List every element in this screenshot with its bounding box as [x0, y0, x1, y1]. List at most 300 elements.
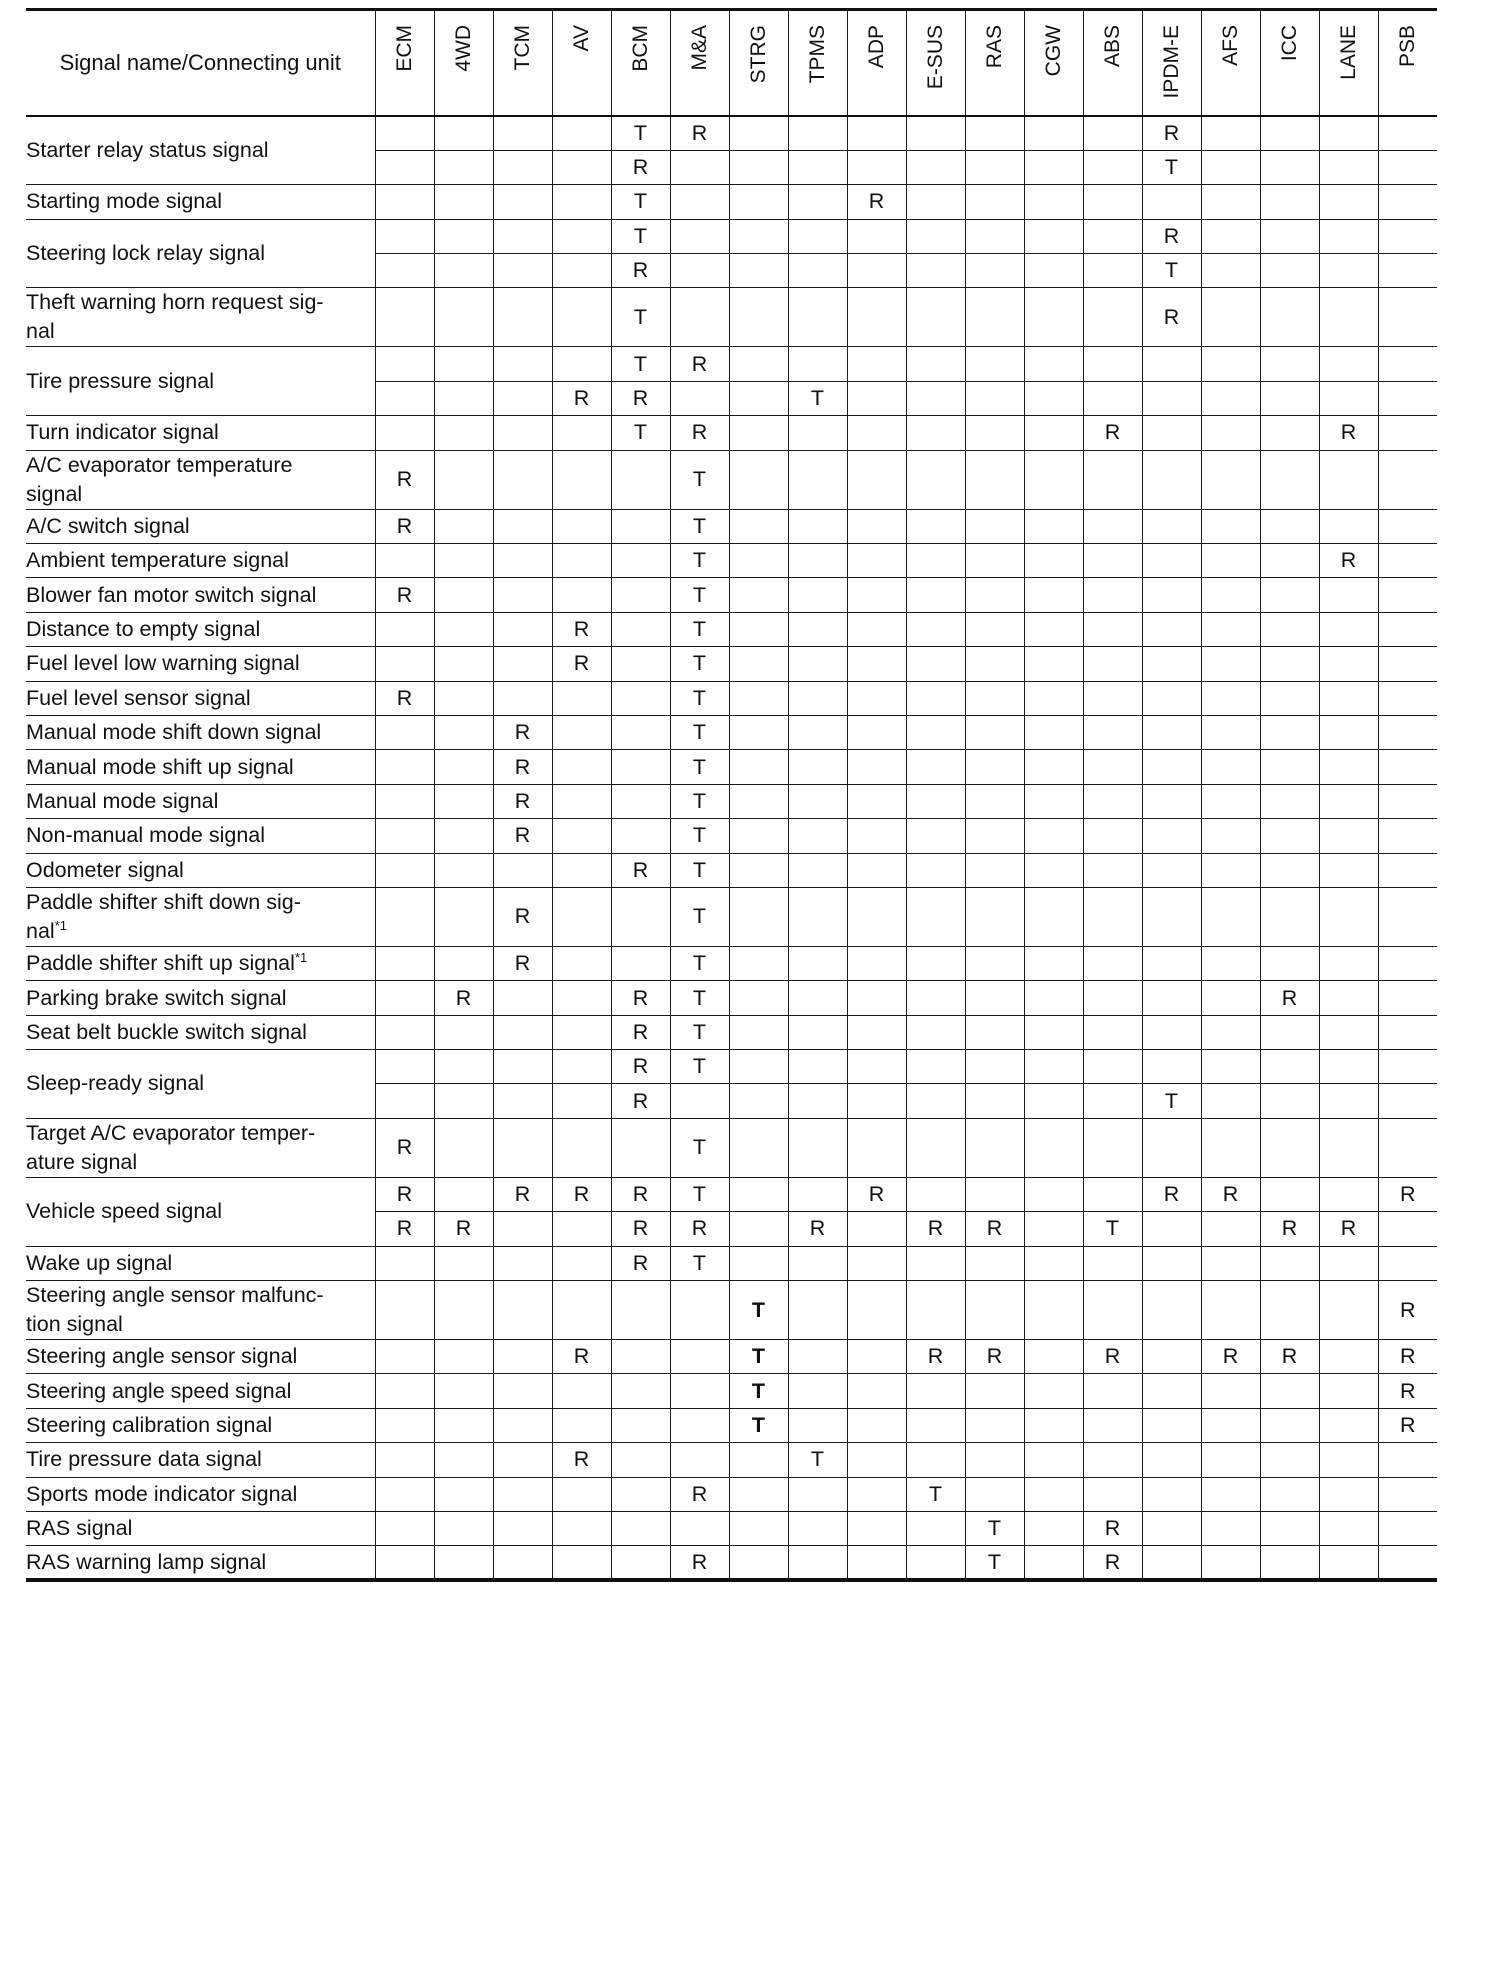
- cell-abs: [1083, 981, 1142, 1015]
- table-row: [26, 612, 1437, 646]
- cell-lane: [1319, 254, 1378, 288]
- header-unit-ecm: [375, 10, 434, 117]
- cell-adp: [847, 1546, 906, 1580]
- cell-m-a: T: [670, 1177, 729, 1211]
- cell-4wd: [434, 347, 493, 381]
- cell-4wd: [434, 853, 493, 887]
- cell-ecm: [375, 887, 434, 946]
- cell-bcm: [611, 1281, 670, 1340]
- cell-icc: [1260, 750, 1319, 784]
- cell-cgw: [1024, 185, 1083, 219]
- cell-e-sus: [906, 578, 965, 612]
- cell-ras: [965, 1281, 1024, 1340]
- cell-av: R: [552, 381, 611, 415]
- cell-afs: [1201, 612, 1260, 646]
- table-row: [26, 347, 1437, 381]
- cell-cgw: [1024, 946, 1083, 980]
- cell-abs: [1083, 1281, 1142, 1340]
- cell-tcm: [493, 681, 552, 715]
- cell-strg: [729, 1212, 788, 1246]
- cell-cgw: [1024, 1546, 1083, 1580]
- cell-strg: [729, 946, 788, 980]
- cell-tpms: [788, 715, 847, 749]
- cell-icc: [1260, 254, 1319, 288]
- cell-cgw: [1024, 254, 1083, 288]
- signal-name: RAS warning lamp signal: [26, 1546, 375, 1580]
- cell-ipdm-e: [1142, 750, 1201, 784]
- table-row: [26, 647, 1437, 681]
- cell-e-sus: [906, 1443, 965, 1477]
- cell-adp: [847, 612, 906, 646]
- cell-icc: [1260, 288, 1319, 347]
- cell-tcm: [493, 1512, 552, 1546]
- cell-ipdm-e: [1142, 1050, 1201, 1084]
- cell-bcm: [611, 450, 670, 509]
- cell-tcm: [493, 612, 552, 646]
- cell-adp: [847, 509, 906, 543]
- table-row: [26, 1118, 1437, 1177]
- cell-lane: [1319, 819, 1378, 853]
- cell-abs: [1083, 254, 1142, 288]
- cell-afs: [1201, 1118, 1260, 1177]
- cell-ipdm-e: [1142, 1015, 1201, 1049]
- cell-4wd: [434, 1512, 493, 1546]
- cell-ras: [965, 1246, 1024, 1280]
- cell-afs: [1201, 1443, 1260, 1477]
- cell-4wd: [434, 578, 493, 612]
- cell-strg: [729, 1015, 788, 1049]
- cell-m-a: [670, 1512, 729, 1546]
- cell-afs: [1201, 853, 1260, 887]
- cell-tcm: [493, 185, 552, 219]
- header-unit-afs: [1201, 10, 1260, 117]
- cell-cgw: [1024, 1408, 1083, 1442]
- cell-4wd: [434, 544, 493, 578]
- cell-m-a: T: [670, 1050, 729, 1084]
- cell-abs: [1083, 1177, 1142, 1211]
- cell-psb: [1378, 1443, 1437, 1477]
- cell-abs: R: [1083, 1340, 1142, 1374]
- cell-adp: [847, 544, 906, 578]
- cell-ras: [965, 784, 1024, 818]
- cell-tpms: [788, 1546, 847, 1580]
- cell-icc: [1260, 116, 1319, 150]
- cell-adp: [847, 381, 906, 415]
- cell-ras: [965, 219, 1024, 253]
- cell-icc: [1260, 681, 1319, 715]
- signal-name: Tire pressure signal: [26, 347, 375, 416]
- cell-cgw: [1024, 1084, 1083, 1118]
- cell-m-a: T: [670, 612, 729, 646]
- cell-strg: [729, 819, 788, 853]
- table-row: [26, 981, 1437, 1015]
- cell-lane: [1319, 1050, 1378, 1084]
- cell-afs: [1201, 1281, 1260, 1340]
- cell-afs: [1201, 509, 1260, 543]
- cell-ecm: [375, 946, 434, 980]
- cell-ras: [965, 1408, 1024, 1442]
- table-row: [26, 1340, 1437, 1374]
- cell-strg: [729, 544, 788, 578]
- cell-icc: [1260, 1015, 1319, 1049]
- cell-av: [552, 1374, 611, 1408]
- cell-bcm: [611, 1118, 670, 1177]
- cell-e-sus: [906, 1118, 965, 1177]
- cell-m-a: T: [670, 819, 729, 853]
- cell-tpms: [788, 647, 847, 681]
- cell-strg: [729, 1084, 788, 1118]
- unit-label: BCM: [628, 25, 652, 72]
- cell-adp: [847, 853, 906, 887]
- cell-afs: [1201, 544, 1260, 578]
- cell-ras: [965, 1084, 1024, 1118]
- cell-av: [552, 1281, 611, 1340]
- cell-ras: [965, 1118, 1024, 1177]
- cell-av: R: [552, 1177, 611, 1211]
- cell-cgw: [1024, 1212, 1083, 1246]
- cell-cgw: [1024, 1477, 1083, 1511]
- signal-name: Steering angle speed signal: [26, 1374, 375, 1408]
- cell-ras: T: [965, 1546, 1024, 1580]
- cell-bcm: T: [611, 347, 670, 381]
- cell-afs: [1201, 784, 1260, 818]
- cell-m-a: R: [670, 1477, 729, 1511]
- signal-name: Paddle shifter shift down sig- nal$^{*1}$: [26, 887, 375, 946]
- cell-psb: [1378, 853, 1437, 887]
- cell-tcm: [493, 1050, 552, 1084]
- cell-ipdm-e: [1142, 450, 1201, 509]
- cell-strg: [729, 1443, 788, 1477]
- cell-tpms: [788, 681, 847, 715]
- table-row: [26, 887, 1437, 946]
- cell-abs: [1083, 853, 1142, 887]
- cell-cgw: [1024, 450, 1083, 509]
- cell-cgw: [1024, 1374, 1083, 1408]
- cell-ecm: [375, 1408, 434, 1442]
- cell-afs: [1201, 1408, 1260, 1442]
- cell-av: [552, 750, 611, 784]
- cell-abs: [1083, 715, 1142, 749]
- cell-ecm: [375, 288, 434, 347]
- cell-e-sus: [906, 509, 965, 543]
- cell-abs: [1083, 887, 1142, 946]
- cell-av: [552, 1084, 611, 1118]
- cell-strg: [729, 853, 788, 887]
- cell-icc: [1260, 853, 1319, 887]
- cell-cgw: [1024, 1050, 1083, 1084]
- cell-icc: [1260, 1177, 1319, 1211]
- cell-bcm: T: [611, 185, 670, 219]
- cell-afs: [1201, 1374, 1260, 1408]
- table-row: [26, 544, 1437, 578]
- cell-strg: T: [729, 1340, 788, 1374]
- cell-psb: [1378, 887, 1437, 946]
- cell-e-sus: [906, 1050, 965, 1084]
- header-unit-icc: [1260, 10, 1319, 117]
- cell-tpms: [788, 750, 847, 784]
- cell-ipdm-e: R: [1142, 1177, 1201, 1211]
- signal-table-sheet: [26, 8, 1437, 1582]
- cell-ecm: R: [375, 578, 434, 612]
- cell-adp: [847, 254, 906, 288]
- cell-av: R: [552, 612, 611, 646]
- cell-lane: [1319, 347, 1378, 381]
- cell-tpms: [788, 150, 847, 184]
- cell-afs: [1201, 116, 1260, 150]
- cell-ipdm-e: [1142, 612, 1201, 646]
- unit-label: E-SUS: [923, 25, 947, 90]
- cell-psb: [1378, 819, 1437, 853]
- table-row: [26, 946, 1437, 980]
- cell-m-a: T: [670, 784, 729, 818]
- table-row: [26, 578, 1437, 612]
- cell-ras: [965, 578, 1024, 612]
- cell-psb: [1378, 416, 1437, 450]
- cell-tcm: [493, 1374, 552, 1408]
- cell-bcm: [611, 1512, 670, 1546]
- cell-tpms: [788, 1408, 847, 1442]
- cell-afs: [1201, 150, 1260, 184]
- cell-adp: [847, 1340, 906, 1374]
- cell-ipdm-e: [1142, 185, 1201, 219]
- cell-icc: [1260, 347, 1319, 381]
- signal-name: Parking brake switch signal: [26, 981, 375, 1015]
- cell-afs: [1201, 1246, 1260, 1280]
- unit-label: CGW: [1041, 25, 1065, 77]
- unit-label: LANE: [1336, 25, 1360, 80]
- cell-tcm: [493, 288, 552, 347]
- table-row: [26, 1512, 1437, 1546]
- cell-strg: [729, 509, 788, 543]
- cell-tcm: [493, 116, 552, 150]
- cell-m-a: [670, 1281, 729, 1340]
- cell-afs: [1201, 416, 1260, 450]
- cell-adp: [847, 715, 906, 749]
- signal-name: Fuel level sensor signal: [26, 681, 375, 715]
- cell-m-a: [670, 1374, 729, 1408]
- cell-cgw: [1024, 612, 1083, 646]
- table-row: [26, 1015, 1437, 1049]
- cell-e-sus: [906, 1512, 965, 1546]
- cell-e-sus: T: [906, 1477, 965, 1511]
- signal-name: Theft warning horn request sig- nal: [26, 288, 375, 347]
- cell-tcm: [493, 981, 552, 1015]
- signal-name: Steering lock relay signal: [26, 219, 375, 288]
- cell-4wd: [434, 1050, 493, 1084]
- cell-ipdm-e: R: [1142, 219, 1201, 253]
- table-row: [26, 288, 1437, 347]
- cell-av: [552, 185, 611, 219]
- cell-4wd: [434, 288, 493, 347]
- cell-ras: [965, 853, 1024, 887]
- cell-ras: [965, 1443, 1024, 1477]
- cell-ras: [965, 1050, 1024, 1084]
- cell-strg: T: [729, 1281, 788, 1340]
- cell-psb: [1378, 544, 1437, 578]
- cell-cgw: [1024, 1015, 1083, 1049]
- cell-tcm: [493, 450, 552, 509]
- unit-label: ECM: [392, 25, 416, 72]
- cell-adp: [847, 1050, 906, 1084]
- cell-ipdm-e: [1142, 1281, 1201, 1340]
- cell-cgw: [1024, 509, 1083, 543]
- cell-abs: [1083, 509, 1142, 543]
- cell-bcm: [611, 681, 670, 715]
- cell-tpms: [788, 416, 847, 450]
- cell-av: [552, 1015, 611, 1049]
- cell-ecm: [375, 612, 434, 646]
- cell-lane: [1319, 1246, 1378, 1280]
- cell-ipdm-e: [1142, 1477, 1201, 1511]
- cell-4wd: [434, 416, 493, 450]
- cell-ras: [965, 981, 1024, 1015]
- cell-m-a: [670, 185, 729, 219]
- signal-name: Turn indicator signal: [26, 416, 375, 450]
- table-row: [26, 784, 1437, 818]
- cell-ras: [965, 347, 1024, 381]
- cell-lane: R: [1319, 416, 1378, 450]
- cell-strg: [729, 887, 788, 946]
- cell-abs: [1083, 578, 1142, 612]
- cell-av: [552, 254, 611, 288]
- cell-e-sus: [906, 887, 965, 946]
- cell-4wd: [434, 381, 493, 415]
- cell-ecm: [375, 750, 434, 784]
- cell-lane: [1319, 1374, 1378, 1408]
- cell-ras: T: [965, 1512, 1024, 1546]
- cell-bcm: R: [611, 150, 670, 184]
- cell-afs: [1201, 381, 1260, 415]
- cell-ras: [965, 150, 1024, 184]
- cell-e-sus: [906, 150, 965, 184]
- cell-strg: [729, 150, 788, 184]
- cell-adp: [847, 219, 906, 253]
- unit-label: PSB: [1395, 25, 1419, 68]
- cell-bcm: R: [611, 1084, 670, 1118]
- cell-4wd: [434, 1246, 493, 1280]
- table-row: [26, 1443, 1437, 1477]
- cell-psb: [1378, 219, 1437, 253]
- cell-icc: [1260, 219, 1319, 253]
- table-row: [26, 1246, 1437, 1280]
- cell-tpms: [788, 1050, 847, 1084]
- cell-tpms: [788, 887, 847, 946]
- cell-bcm: R: [611, 1050, 670, 1084]
- cell-m-a: T: [670, 509, 729, 543]
- cell-lane: [1319, 1443, 1378, 1477]
- cell-psb: [1378, 450, 1437, 509]
- cell-icc: [1260, 715, 1319, 749]
- cell-ras: [965, 647, 1024, 681]
- cell-icc: [1260, 1512, 1319, 1546]
- cell-ecm: [375, 150, 434, 184]
- cell-lane: [1319, 750, 1378, 784]
- cell-av: [552, 150, 611, 184]
- cell-tpms: [788, 1281, 847, 1340]
- table-row: [26, 1374, 1437, 1408]
- cell-adp: [847, 150, 906, 184]
- table-row: [26, 853, 1437, 887]
- cell-4wd: [434, 887, 493, 946]
- table-row: [26, 509, 1437, 543]
- cell-psb: [1378, 381, 1437, 415]
- cell-strg: [729, 981, 788, 1015]
- cell-strg: [729, 612, 788, 646]
- cell-lane: [1319, 784, 1378, 818]
- header-unit-ras: [965, 10, 1024, 117]
- cell-cgw: [1024, 288, 1083, 347]
- cell-adp: [847, 819, 906, 853]
- cell-abs: [1083, 647, 1142, 681]
- cell-bcm: [611, 544, 670, 578]
- header-unit-av: [552, 10, 611, 117]
- cell-bcm: R: [611, 981, 670, 1015]
- cell-av: [552, 288, 611, 347]
- cell-icc: [1260, 612, 1319, 646]
- cell-bcm: [611, 1374, 670, 1408]
- unit-label: ADP: [864, 25, 888, 69]
- cell-strg: [729, 1246, 788, 1280]
- cell-4wd: [434, 1340, 493, 1374]
- cell-4wd: [434, 612, 493, 646]
- cell-strg: [729, 1118, 788, 1177]
- cell-ecm: [375, 1512, 434, 1546]
- cell-ecm: [375, 185, 434, 219]
- table-row: [26, 1477, 1437, 1511]
- cell-afs: [1201, 1015, 1260, 1049]
- cell-ras: [965, 288, 1024, 347]
- cell-afs: [1201, 750, 1260, 784]
- cell-bcm: [611, 750, 670, 784]
- cell-e-sus: [906, 416, 965, 450]
- cell-icc: [1260, 416, 1319, 450]
- cell-bcm: [611, 1477, 670, 1511]
- cell-lane: [1319, 1477, 1378, 1511]
- cell-ipdm-e: [1142, 887, 1201, 946]
- cell-e-sus: [906, 450, 965, 509]
- cell-psb: [1378, 1477, 1437, 1511]
- cell-av: R: [552, 647, 611, 681]
- cell-psb: [1378, 288, 1437, 347]
- cell-m-a: [670, 1340, 729, 1374]
- cell-ipdm-e: T: [1142, 150, 1201, 184]
- cell-m-a: R: [670, 1212, 729, 1246]
- cell-strg: T: [729, 1374, 788, 1408]
- cell-cgw: [1024, 981, 1083, 1015]
- header-unit-m-a: [670, 10, 729, 117]
- cell-psb: [1378, 185, 1437, 219]
- cell-tpms: [788, 288, 847, 347]
- cell-4wd: [434, 681, 493, 715]
- cell-lane: [1319, 116, 1378, 150]
- cell-ipdm-e: [1142, 1546, 1201, 1580]
- cell-tcm: [493, 254, 552, 288]
- cell-abs: [1083, 1443, 1142, 1477]
- cell-e-sus: [906, 612, 965, 646]
- cell-strg: [729, 715, 788, 749]
- cell-psb: [1378, 116, 1437, 150]
- cell-ras: [965, 1177, 1024, 1211]
- cell-lane: [1319, 1408, 1378, 1442]
- unit-label: STRG: [746, 25, 770, 84]
- cell-bcm: R: [611, 1177, 670, 1211]
- cell-tpms: R: [788, 1212, 847, 1246]
- cell-cgw: [1024, 887, 1083, 946]
- cell-adp: [847, 288, 906, 347]
- cell-e-sus: R: [906, 1340, 965, 1374]
- cell-cgw: [1024, 1177, 1083, 1211]
- cell-m-a: [670, 1443, 729, 1477]
